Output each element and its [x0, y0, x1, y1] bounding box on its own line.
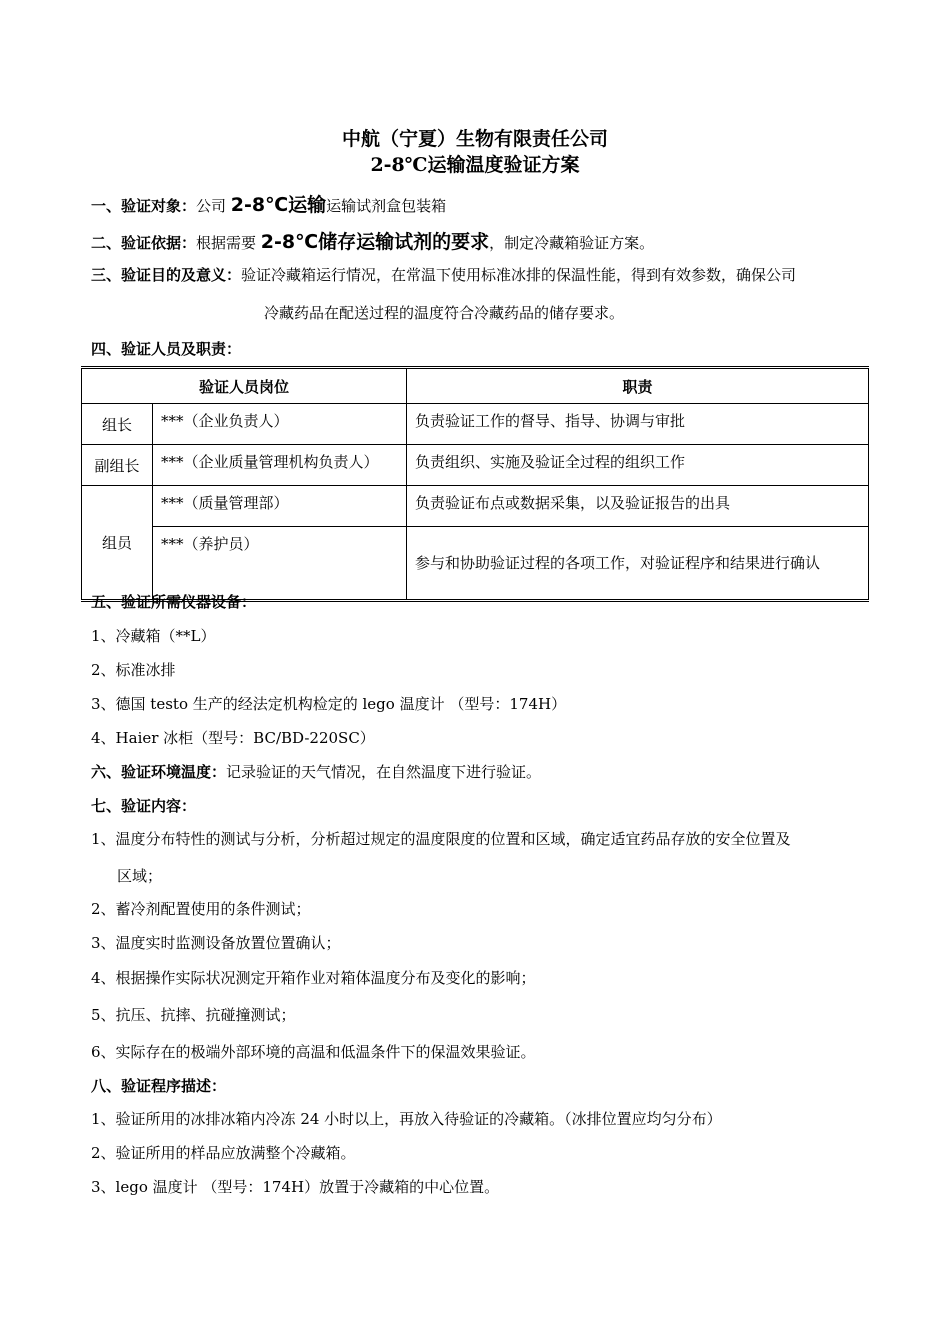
list-item: 4、根据操作实际状况测定开箱作业对箱体温度分布及变化的影响；	[91, 969, 536, 987]
document-subtitle: 2-8℃运输温度验证方案	[370, 154, 580, 176]
section-6	[91, 761, 541, 782]
table-cell-role: 副组长	[82, 445, 153, 486]
table-cell-person: ***（养护员）	[153, 527, 407, 601]
section-5-label: 五、验证所需仪器设备：	[91, 593, 257, 611]
list-item: 1、验证所用的冰排冰箱内冷冻 24 小时以上，再放入待验证的冷藏箱。（冰排位置应均匀分布）	[91, 1110, 722, 1128]
table-cell-role: 组长	[82, 404, 153, 445]
section-2-post: ，制定冷藏箱验证方案。	[489, 234, 655, 252]
document-title: 中航（宁夏）生物有限责任公司	[341, 128, 608, 150]
list-item: 2、验证所用的样品应放满整个冷藏箱。	[91, 1144, 356, 1162]
section-6-label: 六、验证环境温度：	[91, 763, 227, 781]
list-item: 5、抗压、抗摔、抗碰撞测试；	[91, 1006, 296, 1024]
table-cell-duty: 参与和协助验证过程的各项工作，对验证程序和结果进行确认	[407, 527, 869, 601]
list-item: 2、蓄冷剂配置使用的条件测试；	[91, 900, 311, 918]
list-item: 6、实际存在的极端外部环境的高温和低温条件下的保温效果验证。	[91, 1043, 536, 1061]
list-item: 3、lego 温度计 （型号：174H）放置于冷藏箱的中心位置。	[91, 1178, 500, 1196]
table-cell-duty: 负责验证布点或数据采集，以及验证报告的出具	[407, 486, 869, 527]
section-1	[91, 190, 446, 217]
section-3-label: 三、验证目的及意义：	[91, 266, 242, 284]
list-item: 2、标准冰排	[91, 661, 176, 679]
section-4-label: 四、验证人员及职责：	[91, 340, 242, 358]
list-item: 3、德国 testo 生产的经法定机构检定的 lego 温度计 （型号：174H）	[91, 695, 567, 713]
table-row	[82, 445, 869, 486]
table-cell-role: 组员	[82, 486, 153, 601]
staff-table	[81, 366, 869, 602]
section-7-label: 七、验证内容：	[91, 797, 197, 815]
table-row	[82, 486, 869, 527]
section-1-post: 运输试剂盒包装箱	[326, 197, 447, 215]
section-1-label: 一、验证对象：	[91, 197, 197, 215]
table-row	[82, 404, 869, 445]
table-cell-duty: 负责组织、实施及验证全过程的组织工作	[407, 445, 869, 486]
section-3-line1: 验证冷藏箱运行情况，在常温下使用标准冰排的保温性能，得到有效参数，确保公司	[241, 266, 797, 284]
table-header-duty: 职责	[407, 368, 869, 404]
list-item: 1、冷藏箱（**L）	[91, 627, 216, 645]
table-cell-person: ***（质量管理部）	[153, 486, 407, 527]
section-2	[91, 227, 654, 254]
list-item: 1、温度分布特性的测试与分析，分析超过规定的温度限度的位置和区域，确定适宜药品存放的安全位置及	[91, 830, 791, 848]
section-8-label: 八、验证程序描述：	[91, 1077, 227, 1095]
table-header-row	[82, 368, 869, 404]
table-cell-duty: 负责验证工作的督导、指导、协调与审批	[407, 404, 869, 445]
section-2-pre: 根据需要	[196, 234, 261, 252]
section-1-pre: 公司	[196, 197, 231, 215]
table-cell-person: ***（企业负责人）	[153, 404, 407, 445]
section-2-label: 二、验证依据：	[91, 234, 197, 252]
section-3-line2: 冷藏药品在配送过程的温度符合冷藏药品的储存要求。	[264, 304, 625, 322]
table-row	[82, 527, 869, 601]
list-item: 3、温度实时监测设备放置位置确认；	[91, 934, 341, 952]
table-cell-person: ***（企业质量管理机构负责人）	[153, 445, 407, 486]
section-1-emphasis: 2-8℃运输	[230, 194, 327, 216]
table-header-position: 验证人员岗位	[82, 368, 407, 404]
section-2-emphasis: 2-8℃储存运输试剂的要求	[260, 231, 490, 253]
section-3	[91, 264, 796, 285]
list-item: 4、Haier 冰柜（型号：BC/BD-220SC）	[91, 729, 375, 747]
list-item-continuation: 区域；	[117, 867, 163, 885]
section-6-text: 记录验证的天气情况，在自然温度下进行验证。	[226, 763, 542, 781]
